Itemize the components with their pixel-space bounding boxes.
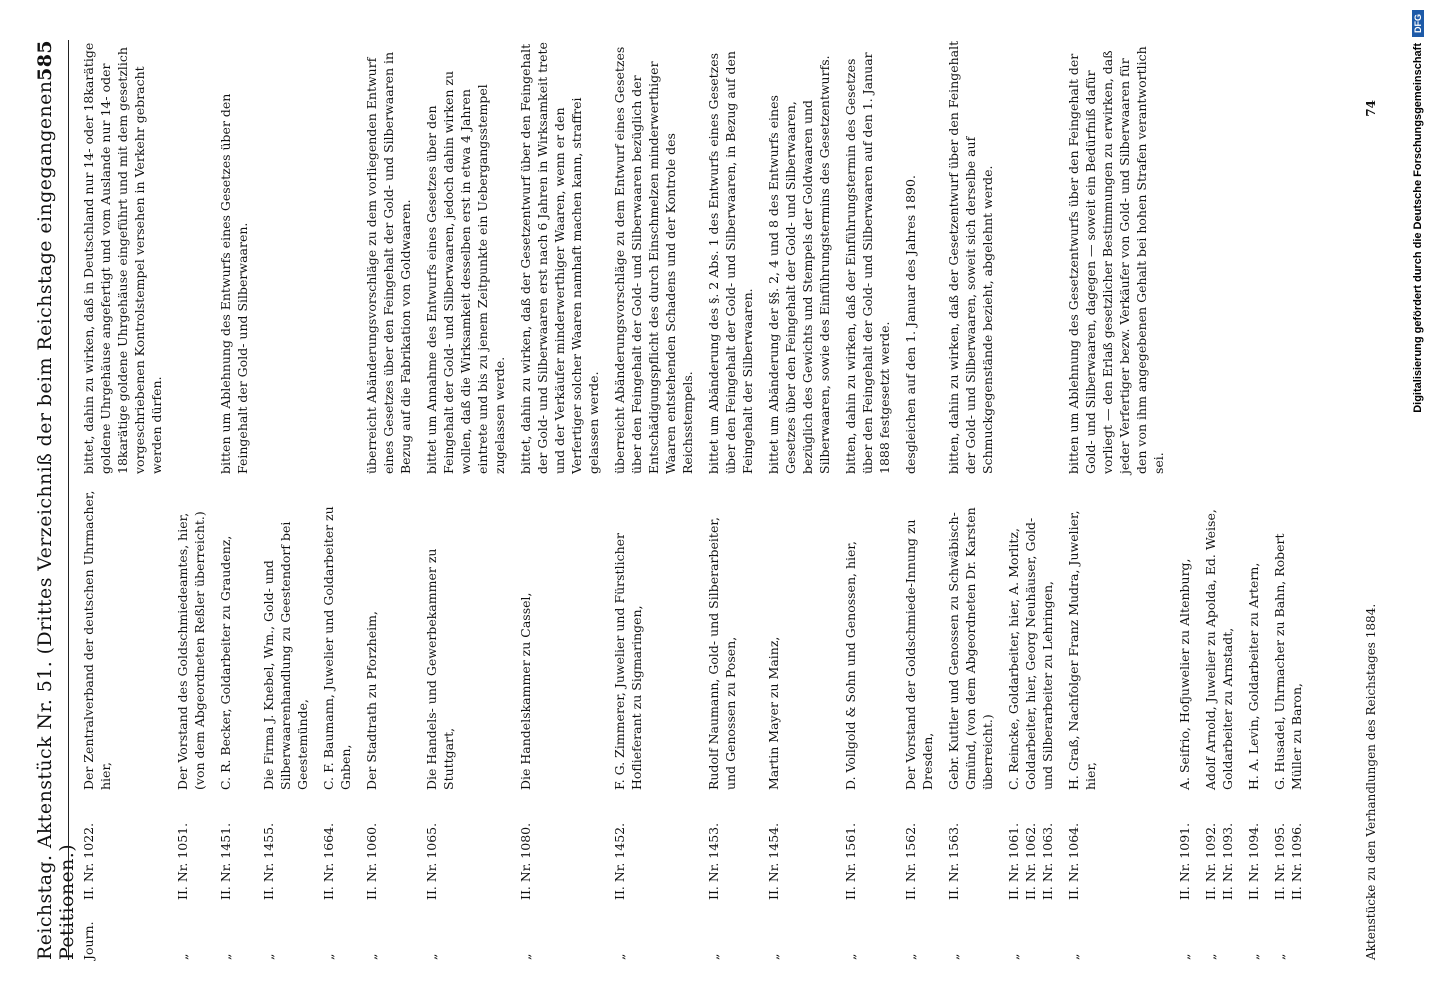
petition-number: II. Nr. 1563.	[946, 822, 961, 900]
journ-mark: „	[766, 953, 781, 960]
petition-number: II. Nr. 1453.	[706, 822, 721, 900]
request-text: überreicht Abänderungsvorschläge zu dem vorliegenden Entwurf eines Gesetzes über den Feingehalt der Gold- und Silberwaaren in Bezug auf die Fabrikation von Goldwaaren.	[364, 51, 413, 474]
petition-entry	[945, 40, 996, 960]
dfg-logo: DFG	[1412, 10, 1424, 37]
request-text	[174, 40, 208, 474]
petition-entry	[423, 40, 508, 960]
side-credit	[1403, 0, 1432, 1000]
petition-number: II. Nr. 1080.	[518, 822, 533, 900]
petition-number: II. Nr. 1022.	[81, 822, 96, 900]
request-text	[1005, 40, 1056, 474]
petition-entry	[902, 40, 936, 960]
petition-list	[80, 40, 1314, 960]
petition-number: II. Nr. 1455.	[261, 822, 276, 900]
journ-mark: „	[364, 953, 379, 960]
petitioner: H. Graß, Nachfolger Franz Mudra, Juwelier, hier,	[1066, 510, 1098, 790]
request-text: bitten, dahin zu wirken, daß der Gesetzentwurf über den Feingehalt der Gold- und Silberwaaren, soweit sich derselbe auf Schmuckgegenstände bezieht, abgelehnt werde.	[946, 40, 995, 474]
journ-mark: „	[1066, 953, 1081, 960]
journ-mark: „	[218, 953, 233, 960]
footer-caption: Aktenstücke zu den Verhandlungen des Reichstages 1884.	[1364, 603, 1378, 960]
journ-mark: „	[946, 953, 961, 960]
petitioner: Die Handels- und Gewerbekammer zu Stuttgart,	[424, 548, 456, 790]
petition-number: II. Nr. 1065.	[424, 822, 439, 900]
petitioner: Der Stadtrath zu Pforzheim,	[364, 611, 379, 790]
petitioner: C. Reincke, Goldarbeiter, hier, A. Morlitz, Goldarbeiter, hier, Georg Neuhäuser, Gold- und Silberarbeiter zu Lehringen,	[1006, 517, 1055, 790]
journ-mark: „	[424, 953, 439, 960]
journ-mark: „	[612, 953, 627, 960]
petition-entry	[765, 40, 833, 960]
petition-number: II. Nr. 1562.	[903, 822, 918, 900]
request-text	[1245, 40, 1262, 474]
petition-number: II. Nr. 1664.	[321, 822, 336, 900]
petitioner: Martin Mayer zu Mainz,	[766, 636, 781, 790]
petitioner: Gebr. Kuttler und Genossen zu Schwäbisch-Gmünd, (von dem Abgeordneten Dr. Karsten überreicht.)	[946, 507, 995, 790]
request-text	[1176, 40, 1193, 474]
petition-number: II. Nr. 1061. II. Nr. 1062. II. Nr. 1063.	[1006, 822, 1055, 900]
sheet-signature: 74	[1364, 100, 1378, 117]
petition-entry	[842, 40, 893, 960]
journ-mark: „	[321, 953, 336, 960]
journ-mark: „	[1177, 953, 1192, 960]
header-rule	[68, 40, 69, 960]
petitioner: Die Handelskammer zu Cassel,	[518, 592, 533, 790]
request-text	[260, 40, 311, 474]
petition-entry	[174, 40, 208, 960]
request-text: bittet um Abänderung der §§. 2, 4 und 8 des Entwurfs eines Gesetzes über den Feingehalt der Gold- und Silberwaaren, bezüglich des Gewichts und Stempels der Goldwaaren und Silberwaaren, sowie des Einführungstermins des Gesetzentwurfs.	[766, 55, 832, 474]
request-text: bittet um Annahme des Entwurfs eines Gesetzes über den Feingehalt der Gold- und Silberwaaren, jedoch dahin wirken zu wollen, daß die Wirksamkeit desselben erst in etwa 4 Jahren eintrete und bis zu jenem Zeitpunkte ein Uebergangsstempel zugelassen werde.	[424, 70, 507, 474]
petition-entry	[363, 40, 414, 960]
petition-number: II. Nr. 1095. II. Nr. 1096.	[1272, 822, 1304, 900]
petition-number: II. Nr. 1451.	[218, 822, 233, 900]
request-text: bittet um Abänderung des §. 2 Abs. 1 des Entwurfs eines Gesetzes über den Feingehalt der Gold- und Silberwaaren, in Bezug auf den Feingehalt der Silberwaaren.	[706, 51, 755, 474]
petition-number: II. Nr. 1092. II. Nr. 1093.	[1203, 822, 1235, 900]
petitioner: Adolf Arnold, Juwelier zu Apolda, Ed. Weise, Goldarbeiter zu Arnstadt,	[1203, 509, 1235, 790]
journ-mark: „	[1006, 953, 1021, 960]
request-text: überreicht Abänderungsvorschläge zu dem Entwurf eines Gesetzes über den Feingehalt der Gold- und Silberwaaren bezüglich der Entschädigungspflicht des durch Einschmelzen minderwerthiger Waaren entstehenden Schadens und der Kontrole des Reichsstempels.	[612, 46, 695, 474]
petitioner: Der Zentralverband der deutschen Uhrmacher, hier,	[81, 490, 113, 790]
petition-entry	[80, 40, 165, 960]
petition-number: II. Nr. 1091.	[1177, 822, 1192, 900]
journ-mark: Journ.	[81, 921, 96, 960]
journ-mark: „	[261, 953, 276, 960]
petitioner: Der Vorstand der Goldschmiede-Innung zu Dresden,	[903, 519, 935, 790]
petition-number: II. Nr. 1051.	[175, 822, 190, 900]
journ-mark: „	[1272, 953, 1287, 960]
petition-number: II. Nr. 1561.	[843, 822, 858, 900]
petition-entry	[1176, 40, 1193, 960]
request-text: bitten, dahin zu wirken, daß der Einführungstermin des Gesetzes über den Feingehalt der Gold- und Silberwaaren auf den 1. Januar 1888 festgesetzt werde.	[843, 52, 892, 474]
petition-number: II. Nr. 1064.	[1066, 822, 1081, 900]
petition-entry	[611, 40, 696, 960]
petitioner: G. Husadel, Uhrmacher zu Bahn, Robert Müller zu Baron,	[1272, 533, 1304, 790]
running-head	[28, 40, 78, 960]
petition-entry	[217, 40, 251, 960]
petitioner: H. A. Levin, Goldarbeiter zu Artern,	[1246, 562, 1261, 790]
request-text: desgleichen auf den 1. Januar des Jahres 1890.	[903, 175, 918, 474]
petition-number: II. Nr. 1454.	[766, 822, 781, 900]
page-title: Reichstag. Aktenstück Nr. 51. (Drittes Verzeichniß der beim Reichstage eingegangenen Petitionen.)	[34, 80, 78, 960]
petition-number: II. Nr. 1452.	[612, 822, 627, 900]
petitioner: C. F. Baumann, Juwelier und Goldarbeiter zu Gnben,	[321, 506, 353, 790]
journ-mark: „	[903, 953, 918, 960]
petition-entry	[1271, 40, 1305, 960]
petition-entry	[1245, 40, 1262, 960]
petition-entry	[1005, 40, 1056, 960]
petition-entry	[517, 40, 602, 960]
petitioner: Die Firma J. Knebel, Wm., Gold- und Silberwaarenhandlung zu Geestendorf bei Geestemünde,	[261, 521, 310, 790]
petition-number: II. Nr. 1060.	[364, 822, 379, 900]
credit-text: Digitalisierung gefördert durch die Deutsche Forschungsgemeinschaft	[1411, 43, 1424, 413]
request-text: bittet, dahin zu wirken, daß der Gesetzentwurf über den Feingehalt der Gold- und Silberwaaren erst nach 6 Jahren in Wirksamkeit trete und der Verkäufer minderwerthiger Waaren, wenn er den Verfertiger solcher Waaren namhaft machen kann, straffrei gelassen werde.	[518, 42, 601, 474]
journ-mark: „	[1246, 953, 1261, 960]
journ-mark: „	[518, 953, 533, 960]
petitioner: C. R. Becker, Goldarbeiter zu Graudenz,	[218, 535, 233, 790]
petition-entry	[320, 40, 354, 960]
request-text: bittet, dahin zu wirken, daß in Deutschland nur 14- oder 18karätige goldene Uhrgehäuse angefertigt und vom Auslande nur 14- oder 18karätige goldene Uhrgehäuse eingeführt und mit dem gesetzlich vorgeschriebenen Kontrolstempel versehen in Verkehr gebracht werden dürfen.	[81, 42, 164, 474]
petitioner: A. Seifrio, Hofjuwelier zu Altenburg,	[1177, 558, 1192, 790]
journ-mark: „	[706, 953, 721, 960]
petition-entry	[705, 40, 756, 960]
page-number: 585	[34, 40, 56, 81]
petition-entry	[1202, 40, 1236, 960]
request-text	[1202, 40, 1236, 474]
petition-entry	[1065, 40, 1167, 960]
petitioner: D. Vollgold & Sohn und Genossen, hier,	[843, 541, 858, 790]
request-text: bitten um Ablehnung des Gesetzentwurfs über den Feingehalt der Gold- und Silberwaaren, dagegen — soweit ein Bedürfniß dafür vorliegt — den Erlaß gesetzlicher Bestimmungen zu erwirken, daß jeder Verfertiger bezw. Verkäufer von Gold- und Silberwaaren für den von ihm angegebenen Gehalt bei hohen Strafen verantwortlich sei.	[1066, 46, 1166, 474]
journ-mark: „	[843, 953, 858, 960]
request-text: bitten um Ablehnung des Entwurfs eines Gesetzes über den Feingehalt der Gold- und Silberwaaren.	[218, 93, 250, 474]
petition-number: II. Nr. 1094.	[1246, 822, 1261, 900]
journ-mark: „	[1203, 953, 1218, 960]
request-text	[1271, 40, 1305, 474]
petitioner: Rudolf Naumann, Gold- und Silberarbeiter, und Genossen zu Posen,	[706, 517, 738, 790]
journ-mark: „	[175, 953, 190, 960]
petitioner: Der Vorstand des Goldschmiedeamtes, hier, (von dem Abgeordneten Reßler überreicht.)	[175, 511, 207, 790]
request-text	[320, 40, 354, 474]
petition-entry	[260, 40, 311, 960]
petitioner: F. G. Zimmerer, Juwelier und Fürstlicher Hoflieferant zu Sigmaringen,	[612, 532, 644, 790]
